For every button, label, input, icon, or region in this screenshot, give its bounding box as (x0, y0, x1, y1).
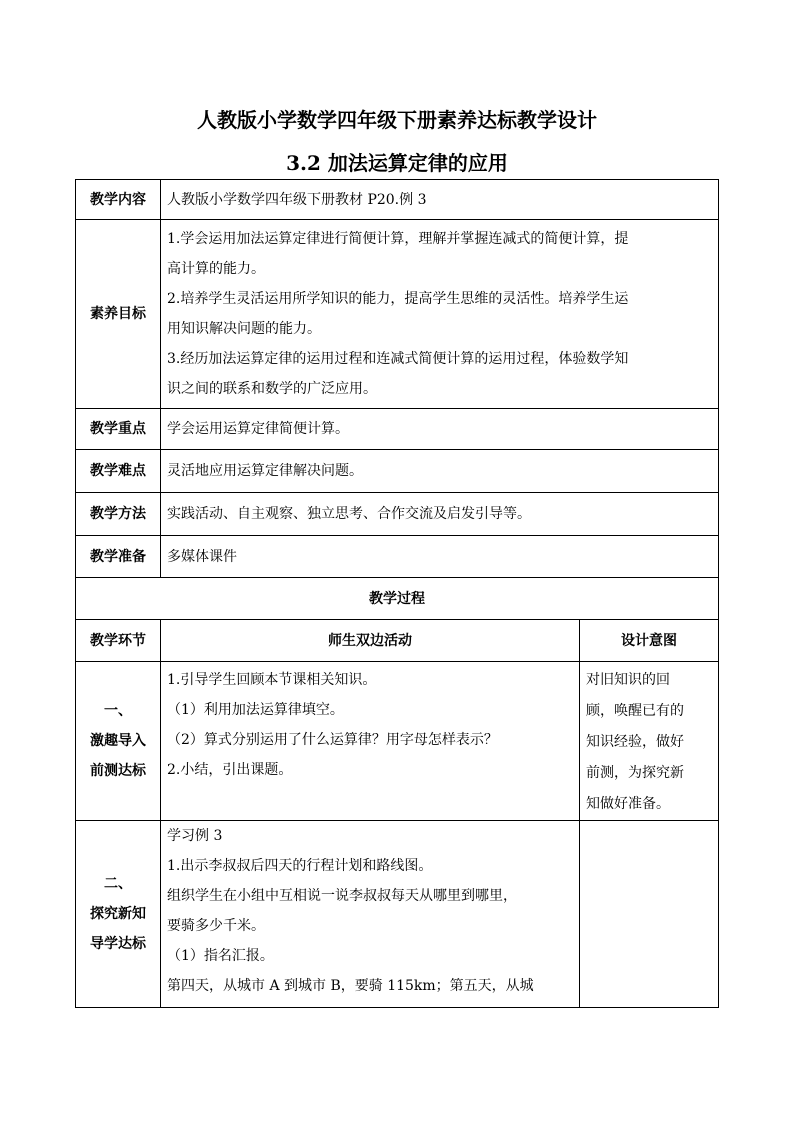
label-teaching-content: 教学内容 (76, 180, 161, 220)
row-process-title (76, 578, 719, 620)
activity-line: 2.小结，引出课题。 (167, 762, 293, 778)
row-stage-2 (76, 821, 719, 1008)
label-method: 教学方法 (76, 493, 161, 536)
row-preparation (76, 536, 719, 578)
goal-line: 高计算的能力。 (167, 261, 265, 277)
intent-line: 知做好准备。 (586, 796, 670, 812)
activity-line: 要骑多少千米。 (167, 918, 265, 934)
goal-line: 3.经历加法运算定律的运用过程和连减式简便计算的运用过程，体验数学知 (167, 351, 629, 367)
goal-line: 用知识解决问题的能力。 (167, 321, 321, 337)
activity-line: 第四天，从城市 A 到城市 B，要骑 115km；第五天，从城 (167, 978, 534, 994)
activity-line: （2）算式分别运用了什么运算律？用字母怎样表示？ (167, 732, 498, 748)
lesson-subtitle: 3.2 加法运算定律的应用 (286, 151, 508, 175)
goal-line: 1.学会运用加法运算定律进行简便计算，理解并掌握连减式的简便计算，提 (167, 231, 629, 247)
value-difficulty: 灵活地应用运算定律解决问题。 (161, 450, 719, 493)
stage-2-name: 导学达标 (90, 936, 146, 952)
intent-line: 知识经验，做好 (586, 734, 684, 750)
stage-2-activity (161, 821, 580, 1008)
goal-line: 识之间的联系和数学的广泛应用。 (167, 381, 377, 397)
stage-2-number: 二、 (104, 876, 132, 892)
header-activity: 师生双边活动 (161, 620, 580, 662)
activity-line: 学习例 3 (167, 828, 223, 844)
row-stage-1 (76, 662, 719, 821)
value-key-point: 学会运用运算定律简便计算。 (161, 409, 719, 450)
header-stage: 教学环节 (76, 620, 161, 662)
value-method: 实践活动、自主观察、独立思考、合作交流及启发引导等。 (161, 493, 719, 536)
label-key-point: 教学重点 (76, 409, 161, 450)
row-method (76, 493, 719, 536)
row-difficulty (76, 450, 719, 493)
stage-1-intent (580, 662, 719, 821)
value-teaching-content: 人教版小学数学四年级下册教材 P20.例 3 (161, 180, 719, 220)
value-goals (161, 220, 719, 409)
activity-line: （1）利用加法运算律填空。 (167, 702, 344, 718)
stage-2-label (76, 821, 161, 1008)
stage-2-intent (580, 821, 719, 1008)
stage-1-number: 一、 (104, 703, 132, 719)
activity-line: 组织学生在小组中互相说一说李叔叔每天从哪里到哪里， (167, 888, 517, 904)
stage-2-name: 探究新知 (90, 906, 146, 922)
stage-1-label (76, 662, 161, 821)
header-intent: 设计意图 (580, 620, 719, 662)
row-process-headers (76, 620, 719, 662)
activity-line: （1）指名汇报。 (167, 948, 274, 964)
label-goals: 素养目标 (76, 220, 161, 409)
row-goals (76, 220, 719, 409)
process-title: 教学过程 (76, 578, 719, 620)
stage-1-activity (161, 662, 580, 821)
lesson-plan-table (75, 179, 719, 1008)
value-preparation: 多媒体课件 (161, 536, 719, 578)
intent-line: 对旧知识的回 (586, 672, 670, 688)
goal-line: 2.培养学生灵活运用所学知识的能力，提高学生思维的灵活性。培养学生运 (167, 291, 629, 307)
row-key-point (76, 409, 719, 450)
intent-line: 顾，唤醒已有的 (586, 703, 684, 719)
label-preparation: 教学准备 (76, 536, 161, 578)
activity-line: 1.引导学生回顾本节课相关知识。 (167, 672, 377, 688)
activity-line: 1.出示李叔叔后四天的行程计划和路线图。 (167, 858, 433, 874)
row-teaching-content (76, 180, 719, 220)
stage-1-name: 激趣导入 (90, 733, 146, 749)
stage-1-name: 前测达标 (90, 763, 146, 779)
intent-line: 前测，为探究新 (586, 765, 684, 781)
document-title: 人教版小学数学四年级下册素养达标教学设计 (197, 108, 597, 132)
label-difficulty: 教学难点 (76, 450, 161, 493)
